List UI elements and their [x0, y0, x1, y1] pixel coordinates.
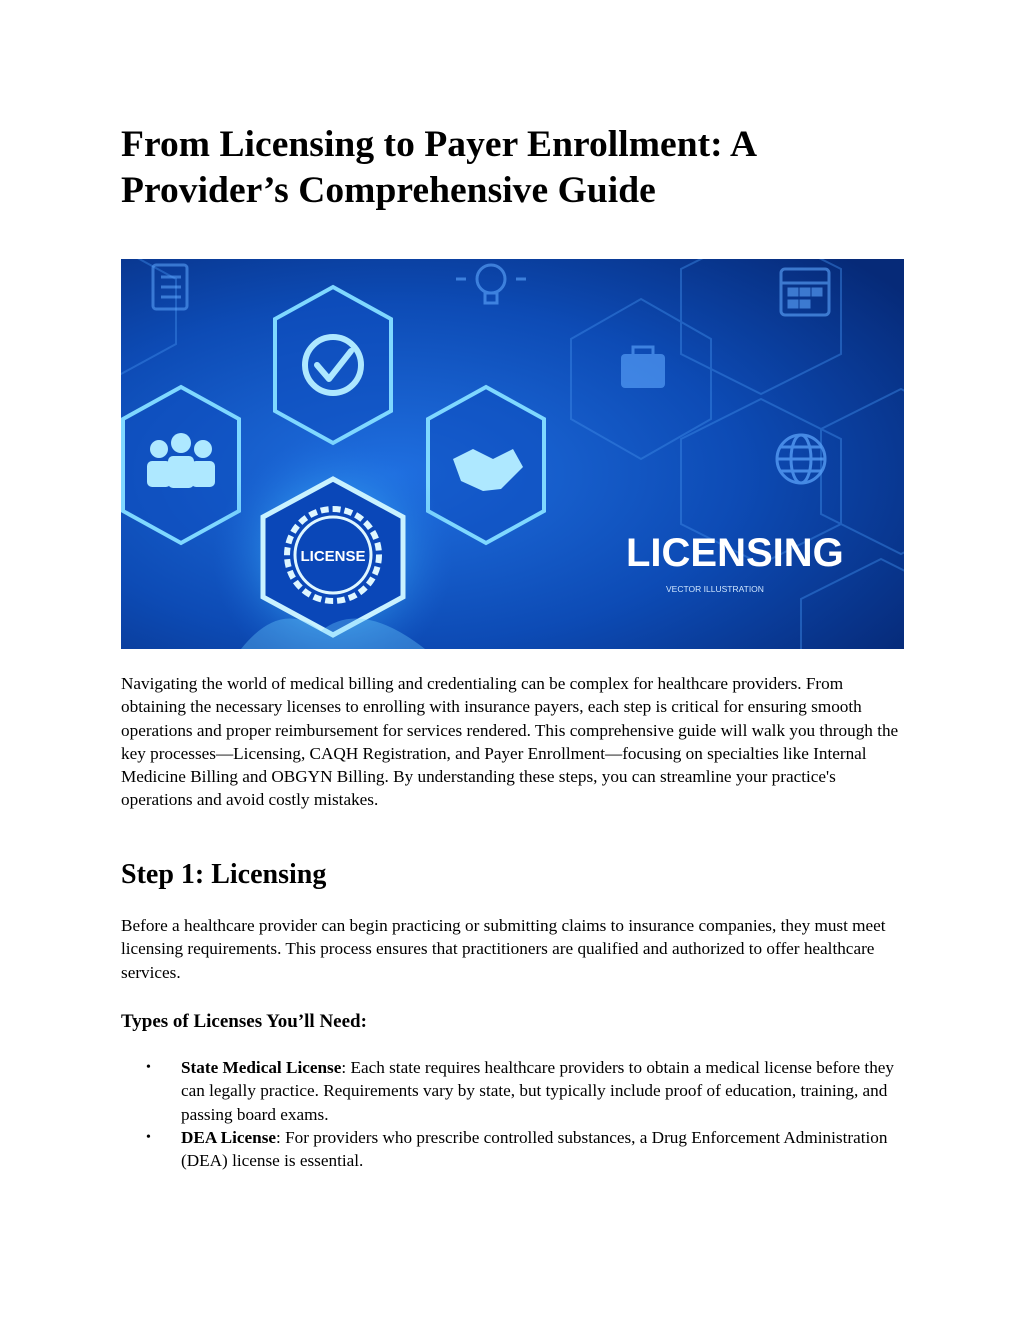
- license-description: : Each state requires healthcare providers to obtain a medical license before they can legally practice. Requirements vary by state, but typically include proof of education, training, and passing board exams.: [181, 1058, 895, 1124]
- license-types-subheading: Types of Licenses You’ll Need:: [121, 1011, 367, 1032]
- license-badge-text: LICENSE: [300, 548, 366, 565]
- license-description: : For providers who prescribe controlled substances, a Drug Enforcement Administration (DEA) license is essential.: [181, 1127, 888, 1171]
- list-item: [121, 1126, 907, 1173]
- intro-paragraph: Navigating the world of medical billing and credentialing can be complex for healthcare providers. From obtaining the necessary licenses to enrolling with insurance payers, each step is critical for ensuring smooth operations and proper reimbursement for services rendered. This comprehensive guide will walk you through the key processes—Licensing, CAQH Registration, and Payer Enrollment—focusing on specialties like Internal Medicine Billing and OBGYN Billing. By understanding these steps, you can streamline your practice's operations and avoid costly mistakes.: [121, 674, 899, 810]
- article-title: From Licensing to Payer Enrollment: A Provider’s Comprehensive Guide: [121, 124, 756, 211]
- step1-heading: Step 1: Licensing: [121, 859, 327, 890]
- bullet-icon: •: [146, 1060, 151, 1075]
- hero-image: [121, 259, 904, 649]
- license-term: State Medical License: [181, 1058, 342, 1077]
- step1-body: Before a healthcare provider can begin practicing or submitting claims to insurance companies, they must meet licensing requirements. This process ensures that practitioners are qualified and authorized to offer healthcare services.: [121, 916, 886, 982]
- list-item: [121, 1056, 907, 1126]
- license-term: DEA License: [181, 1127, 277, 1147]
- license-list: [121, 1056, 907, 1172]
- vector-illustration-text: VECTOR ILLUSTRATION: [666, 584, 764, 594]
- license-badge-icon: [287, 509, 379, 601]
- licensing-banner-text: LICENSING: [626, 531, 844, 575]
- bullet-icon: •: [146, 1129, 151, 1145]
